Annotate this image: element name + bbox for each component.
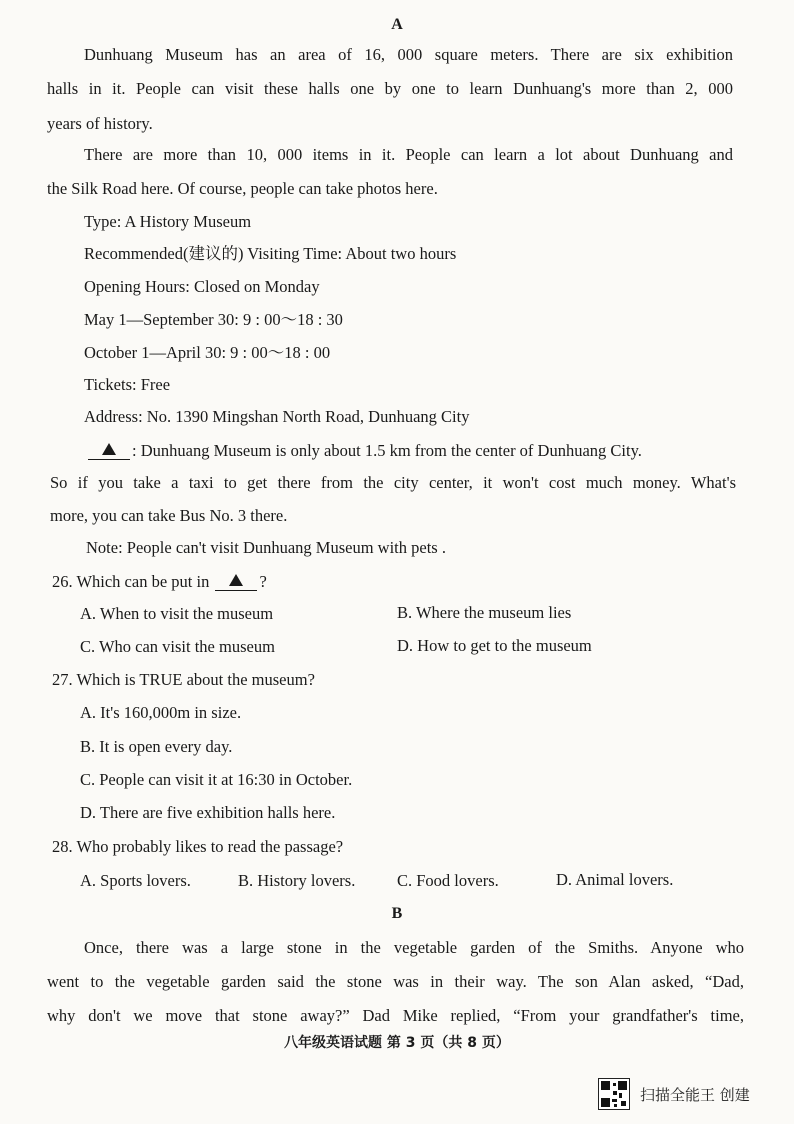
answer-blank: [88, 443, 130, 460]
info-tickets: Tickets: Free: [84, 375, 171, 394]
q27-stem: 27. Which is TRUE about the museum?: [52, 670, 315, 689]
p3-line-3: more, you can take Bus No. 3 there.: [50, 506, 288, 525]
scanner-watermark: [598, 1078, 750, 1110]
q28-option-d: D. Animal lovers.: [556, 870, 674, 889]
q26-stem-pre: 26. Which can be put in: [52, 572, 210, 591]
q28-option-b: B. History lovers.: [238, 871, 356, 890]
q26-option-d: D. How to get to the museum: [397, 636, 592, 655]
q28-stem: 28. Who probably likes to read the passage?: [52, 837, 344, 856]
q26-stem: [52, 571, 267, 593]
qr-code-icon: [598, 1078, 630, 1110]
b-line-3: why don't we move that stone away?” Dad Mike replied, “From your grandfather's time,: [47, 1006, 744, 1025]
q26-stem-post: ?: [259, 572, 267, 591]
info-visiting-time: Recommended(建议的) Visiting Time: About two hours: [84, 244, 457, 263]
triangle-icon: [102, 443, 116, 455]
p1-line-2: halls in it. People can visit these halls one by one to learn Dunhuang's more than 2, 000: [47, 79, 733, 98]
info-winter-hours: October 1—April 30: 9 : 00～18 : 00: [84, 343, 331, 362]
info-type: Type: A History Museum: [84, 212, 252, 231]
q28-option-c: C. Food lovers.: [397, 871, 499, 890]
p2-line-1: There are more than 10, 000 items in it. People can learn a lot about Dunhuang and: [84, 145, 733, 164]
b-line-1: Once, there was a large stone in the vegetable garden of the Smiths. Anyone who: [84, 938, 744, 957]
q26-option-b: B. Where the museum lies: [397, 603, 572, 622]
p1-line-3: years of history.: [47, 114, 153, 133]
page-footer: 八年级英语试题 第 3 页（共 8 页）: [284, 1035, 510, 1051]
p2-line-2: the Silk Road here. Of course, people can take photos here.: [47, 179, 438, 198]
q27-option-d: D. There are five exhibition halls here.: [80, 803, 336, 822]
q27-option-b: B. It is open every day.: [80, 737, 233, 756]
p3-line-1: [86, 440, 642, 462]
q27-option-a: A. It's 160,000m in size.: [80, 703, 242, 722]
note-line: Note: People can't visit Dunhuang Museum with pets .: [86, 538, 446, 557]
info-address: Address: No. 1390 Mingshan North Road, Dunhuang City: [84, 407, 470, 426]
b-line-2: went to the vegetable garden said the stone was in their way. The son Alan asked, “Dad,: [47, 972, 744, 991]
watermark-text: 扫描全能王 创建: [640, 1085, 750, 1104]
info-opening-hours: Opening Hours: Closed on Monday: [84, 277, 320, 296]
q26-blank: [215, 574, 257, 591]
p1-line-1: Dunhuang Museum has an area of 16, 000 square meters. There are six exhibition: [84, 45, 733, 64]
q27-option-c: C. People can visit it at 16:30 in October.: [80, 770, 353, 789]
q26-option-c: C. Who can visit the museum: [80, 637, 275, 656]
q28-option-a: A. Sports lovers.: [80, 871, 191, 890]
p3-line-2: So if you take a taxi to get there from the city center, it won't cost much money. What's: [50, 473, 736, 492]
triangle-icon: [229, 574, 243, 586]
info-summer-hours: May 1—September 30: 9 : 00～18 : 30: [84, 310, 343, 329]
section-b-title: B: [391, 905, 403, 922]
q26-option-a: A. When to visit the museum: [80, 604, 274, 623]
section-a-title: A: [391, 16, 403, 33]
p3-line-1-text: : Dunhuang Museum is only about 1.5 km from the center of Dunhuang City.: [132, 441, 642, 460]
